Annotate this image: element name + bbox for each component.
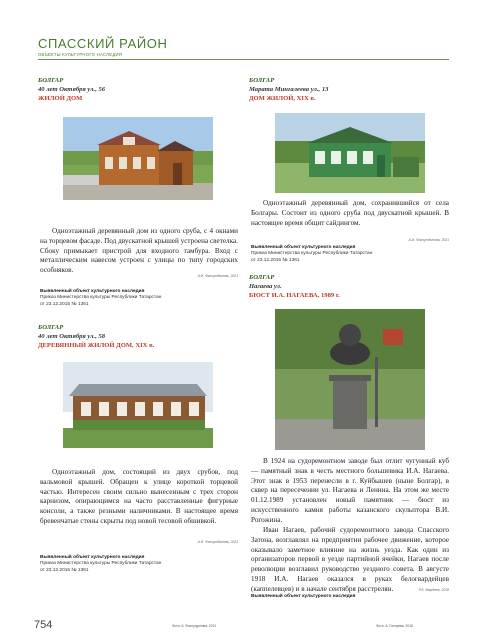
entry-3-heading: [249, 273, 449, 300]
entry-1-heading: [38, 76, 238, 103]
entry-1-status-label: Выявленный объект культурного наследия: [40, 289, 145, 294]
entry-1-status-order: Приказ Министерства культуры Республики Татарстан: [40, 295, 162, 301]
entry-2-title: ДОМ ЖИЛОЙ, XIX в.: [249, 95, 316, 102]
entry-4-place: БОЛГАР: [38, 324, 64, 331]
entry-4-description: Одноэтажный дом, состоящий из двух срубов, под вальмовой крышей. Обращен к улице короткой торцевой частью. Интересен своим сильно вынесенным с трех сторон карнизом, опирающимся на часто расставленные фигурные консоли, а также резными наличниками. В настоящее время бревенчатые стены скрыты под новой тесовой обшивкой.: [40, 468, 238, 525]
entry-2-heading: [249, 76, 449, 103]
entry-2-status-label: Выявленный объект культурного наследия: [251, 245, 356, 250]
entry-3-title: БЮСТ И.А. НАГАЕВА, 1989 г.: [249, 292, 340, 299]
footer-photo-credit-left: Фото: А. Фасхутдинова, 2021: [172, 624, 217, 628]
entry-4-status-date: от 23.12.2015 № 1361: [40, 567, 89, 573]
entry-4-heading: [38, 323, 238, 350]
entry-2-street: Марата Мингалеева ул., 13: [249, 86, 329, 93]
entry-3-author: Р.Б. Мардеев, 2018: [418, 588, 449, 592]
house-photo-1: [63, 117, 213, 200]
entry-2-status: [251, 245, 451, 264]
entry-3-street: Нагаева ул.: [249, 283, 282, 290]
house-photo-2: [275, 113, 425, 193]
entry-4-status: [40, 555, 240, 574]
house-photo-4: [63, 362, 213, 448]
entry-4-title: ДЕРЕВЯННЫЙ ЖИЛОЙ ДОМ, XIX в.: [38, 342, 155, 349]
entry-3-status: [251, 594, 451, 600]
entry-2-author: А.И. Фасхутдинова, 2021: [408, 238, 449, 242]
entry-1-description: Одноэтажный деревянный дом из одного сруба, с 4 окнами на торцевом фасаде. Под двускатной крышей устроена светелка. Сбоку примыкает пристрой для входного тамбура. Вход с металлическим навесом устроен с улицы по типу городских особняков.: [40, 227, 238, 275]
page-number: 754: [34, 619, 53, 631]
entry-1-place: БОЛГАР: [38, 77, 64, 84]
entry-3-photo: [275, 309, 425, 450]
entry-2-status-date: от 23.12.2015 № 1361: [251, 257, 300, 263]
header-divider: [38, 59, 449, 60]
entry-1-status-date: от 23.12.2015 № 1361: [40, 301, 89, 307]
entry-2-photo: [275, 113, 425, 193]
entry-4-photo: [63, 362, 213, 448]
entry-4-street: 40 лет Октября ул., 58: [38, 333, 106, 340]
entry-1-street: 40 лет Октября ул., 56: [38, 86, 106, 93]
entry-3-description: В 1924 на судоремонтном заводе был отлит чугунный куб — памятный знак в честь местного большевика И.А. Нагаева. Этот знак в 1953 перенесли в г. Куйбышев (ныне Болгар), в сквер на пересечении ул. Нагаева и Ленина. На этом же месте 01.12.1989 установлен новый памятник — бюст из искусственного камня работы казанского скульптора В.И. Рогожина.: [251, 457, 449, 524]
entry-4-status-order: Приказ Министерства культуры Республики Татарстан: [40, 561, 162, 567]
entry-2-status-order: Приказ Министерства культуры Республики Татарстан: [251, 251, 373, 257]
entry-3-description-2: Иван Нагаев, рабочий судоремонтного завода Спасского Затона, возглавлял на предприятии рабочее движение, которое оказывало заметное влияние на жизнь уезда. Как один из организаторов первой в уезде партийной ячейки, Нагаев после революции возглавил руководство уездного совета. В августе 1918 И.А. Нагаев оказался в руках белогвардейцев (каппелевцев) и в начале сентября расстрелян.: [251, 526, 449, 593]
entry-4-status-label: Выявленный объект культурного наследия: [40, 555, 145, 560]
entry-2-place: БОЛГАР: [249, 77, 275, 84]
section-subtitle: ОБЪЕКТЫ КУЛЬТУРНОГО НАСЛЕДИЯ: [38, 52, 123, 57]
footer-photo-credit-right: Фото: А. Галлуева, 2018: [376, 624, 413, 628]
district-title: СПАССКИЙ РАЙОН: [38, 36, 168, 51]
entry-1-status: [40, 289, 240, 308]
entry-2-description: Одноэтажный деревянный дом, сохранившийся от села Болгары. Состоит из одного сруба под двускатной крышей. В настоящее время общит сайдингом.: [251, 199, 449, 227]
entry-4-author: А.И. Фасхутдинова, 2021: [197, 540, 238, 544]
entry-1-title: ЖИЛОЙ ДОМ: [38, 95, 83, 102]
entry-3-status-label: Выявленный объект культурного наследия: [251, 594, 356, 599]
entry-1-photo: [63, 117, 213, 200]
entry-3-place: БОЛГАР: [249, 274, 275, 281]
entry-1-author: А.И. Фасхутдинова, 2021: [197, 274, 238, 278]
bust-photo: [275, 309, 425, 450]
